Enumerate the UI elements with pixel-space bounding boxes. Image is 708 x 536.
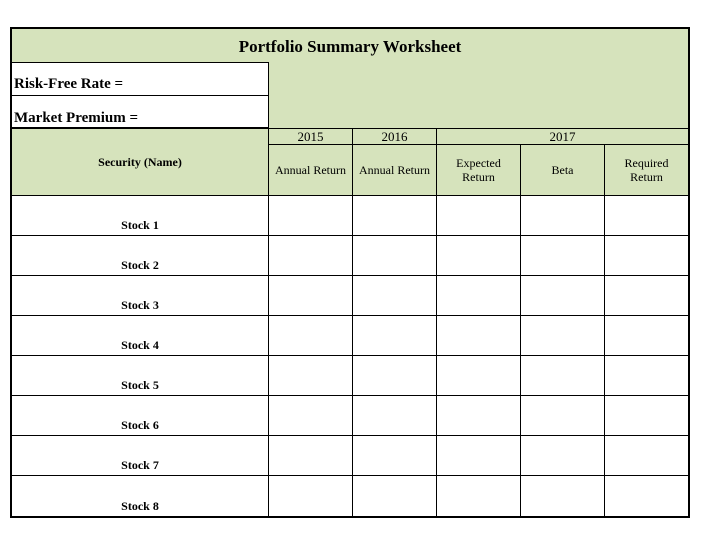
stock-name-label: Stock 6: [121, 418, 159, 432]
stock-name-cell[interactable]: [12, 236, 269, 276]
annual-return-2015-cell[interactable]: [269, 276, 353, 316]
beta-cell[interactable]: [521, 276, 605, 316]
beta-cell[interactable]: [521, 436, 605, 476]
market-premium-cell[interactable]: [12, 96, 269, 128]
required-return-cell[interactable]: [605, 356, 688, 396]
beta-cell[interactable]: [521, 196, 605, 236]
beta-cell[interactable]: [521, 476, 605, 516]
stock-name-label: Stock 7: [121, 458, 159, 472]
risk-free-rate-label: Risk-Free Rate =: [14, 76, 124, 92]
annual-return-2015-cell[interactable]: [269, 356, 353, 396]
annual-return-2016-cell[interactable]: [353, 236, 437, 276]
beta-cell[interactable]: [521, 396, 605, 436]
beta-cell[interactable]: [521, 356, 605, 396]
stock-name-cell[interactable]: [12, 476, 269, 516]
stock-name-cell[interactable]: [12, 436, 269, 476]
stock-name-cell[interactable]: [12, 316, 269, 356]
beta-header: Beta: [521, 145, 605, 196]
stock-name-label: Stock 4: [121, 338, 159, 352]
expected-return-cell[interactable]: [437, 476, 521, 516]
annual-return-2015-cell[interactable]: [269, 196, 353, 236]
beta-cell[interactable]: [521, 316, 605, 356]
security-name-header: Security (Name): [12, 128, 269, 196]
required-return-cell[interactable]: [605, 236, 688, 276]
annual-return-2016-cell[interactable]: [353, 476, 437, 516]
required-return-cell[interactable]: [605, 396, 688, 436]
required-return-cell[interactable]: [605, 436, 688, 476]
stock-name-cell[interactable]: [12, 196, 269, 236]
expected-return-cell[interactable]: [437, 316, 521, 356]
stock-name-label: Stock 8: [121, 499, 159, 513]
year-2015-header: 2015: [269, 128, 353, 145]
worksheet-title: Portfolio Summary Worksheet: [238, 37, 462, 56]
beta-cell[interactable]: [521, 236, 605, 276]
expected-return-cell[interactable]: [437, 196, 521, 236]
annual-return-2015-cell[interactable]: [269, 396, 353, 436]
expected-return-cell[interactable]: [437, 436, 521, 476]
market-premium-label: Market Premium =: [14, 110, 139, 126]
required-return-cell[interactable]: [605, 316, 688, 356]
stock-name-label: Stock 5: [121, 378, 159, 392]
risk-free-rate-cell[interactable]: [12, 62, 269, 96]
stock-name-cell[interactable]: [12, 356, 269, 396]
annual-return-2015-header: Annual Return: [269, 145, 353, 196]
required-return-cell[interactable]: [605, 276, 688, 316]
expected-return-cell[interactable]: [437, 356, 521, 396]
stock-name-label: Stock 3: [121, 298, 159, 312]
year-2017-header: 2017: [437, 128, 688, 145]
stock-name-label: Stock 1: [121, 218, 159, 232]
annual-return-2015-cell[interactable]: [269, 436, 353, 476]
annual-return-2016-cell[interactable]: [353, 356, 437, 396]
annual-return-2015-cell[interactable]: [269, 476, 353, 516]
annual-return-2016-cell[interactable]: [353, 276, 437, 316]
annual-return-2016-cell[interactable]: [353, 396, 437, 436]
portfolio-worksheet: [10, 27, 690, 518]
stock-name-cell[interactable]: [12, 276, 269, 316]
expected-return-header: Expected Return: [437, 145, 521, 196]
expected-return-cell[interactable]: [437, 396, 521, 436]
annual-return-2016-cell[interactable]: [353, 436, 437, 476]
stock-rows: [12, 196, 688, 516]
expected-return-cell[interactable]: [437, 236, 521, 276]
stock-name-label: Stock 2: [121, 258, 159, 272]
year-2016-header: 2016: [353, 128, 437, 145]
required-return-cell[interactable]: [605, 196, 688, 236]
required-return-header: Required Return: [605, 145, 688, 196]
annual-return-2016-header: Annual Return: [353, 145, 437, 196]
annual-return-2015-cell[interactable]: [269, 316, 353, 356]
stock-name-cell[interactable]: [12, 396, 269, 436]
annual-return-2015-cell[interactable]: [269, 236, 353, 276]
annual-return-2016-cell[interactable]: [353, 196, 437, 236]
required-return-cell[interactable]: [605, 476, 688, 516]
annual-return-2016-cell[interactable]: [353, 316, 437, 356]
expected-return-cell[interactable]: [437, 276, 521, 316]
